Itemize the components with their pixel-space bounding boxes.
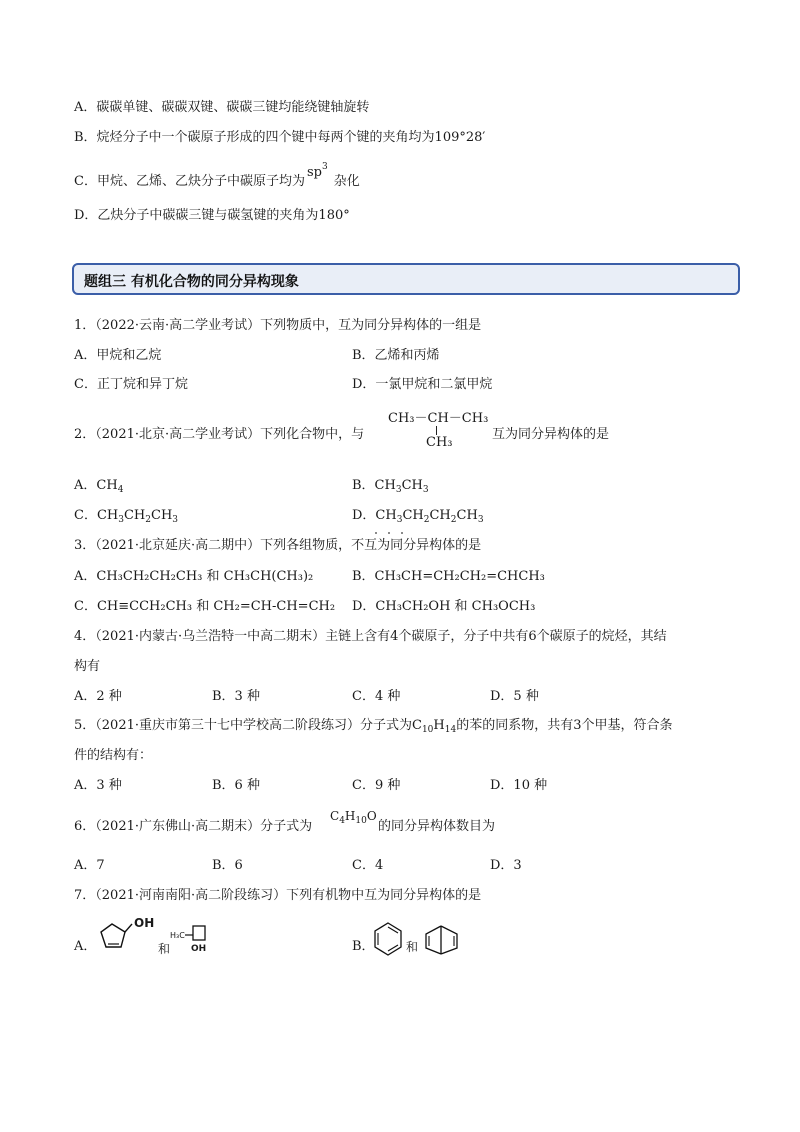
q7-a-oh2-label: OH xyxy=(191,944,207,954)
q7-a-methyl-label: H₃C xyxy=(170,931,185,940)
prev-option-d: D．乙炔分子中碳碳三键与碳氢键的夹角为180° xyxy=(74,208,350,223)
q1-stem: 1．（2022·云南·高二学业考试）下列物质中，互为同分异构体的一组是 xyxy=(74,318,482,333)
q6-stem-post: 的同分异构体数目为 xyxy=(378,819,496,834)
emphasis-dot xyxy=(375,532,377,534)
prev-option-a: A．碳碳单键、碳碳双键、碳碳三键均能绕键轴旋转 xyxy=(74,100,370,115)
q3-option-c: C．CH≡CCH₂CH₃ 和 CH₂=CH-CH=CH₂ xyxy=(74,599,336,614)
q3-option-a: A．CH₃CH₂CH₂CH₃ 和 CH₃CH(CH₃)₂ xyxy=(74,569,314,584)
q1-option-c: C．正丁烷和异丁烷 xyxy=(74,377,188,392)
q1-option-d: D．一氯甲烷和二氯甲烷 xyxy=(352,377,493,392)
q7-stem: 7．（2021·河南南阳·高二阶段练习）下列有机物中互为同分异构体的是 xyxy=(74,888,482,903)
q4-option-b: B．3 种 xyxy=(212,689,260,704)
q7-a-oh-label: OH xyxy=(134,916,155,930)
cyclopentenol-structure xyxy=(98,918,138,952)
q2-option-b: B．$CH_3CH_3$ xyxy=(352,478,429,495)
q6-option-a: A．7 xyxy=(74,858,105,873)
q2-option-c: C．$CH_3CH_2CH_3$ xyxy=(74,508,179,525)
q7-option-a-label: A． xyxy=(74,939,97,954)
q2-option-a: A．$CH_4$ xyxy=(74,478,124,495)
q3-option-d: D．CH₃CH₂OH 和 CH₃OCH₃ xyxy=(352,599,536,614)
q2-structure-bottom: CH₃ xyxy=(426,435,453,450)
q1-option-b: B．乙烯和丙烯 xyxy=(352,348,440,363)
q5-option-c: C．9 种 xyxy=(352,778,401,793)
q5-stem-line1: 5．（2021·重庆市第三十七中学校高二阶段练习）分子式为$C_{10}H_{14}$的苯的同系物，共有3个甲基，符合条 xyxy=(74,718,673,735)
q2-option-d: D．$CH_3CH_2CH_2CH_3$ xyxy=(352,508,484,525)
q3-stem: 3．（2021·北京延庆·高二期中）下列各组物质，不互为同分异构体的是 xyxy=(74,538,482,553)
q2-structure-top: CH₃－CH－CH₃ xyxy=(388,411,489,426)
emphasis-dot xyxy=(401,532,403,534)
q5-option-b: B．6 种 xyxy=(212,778,260,793)
q2-stem-pre: 2．（2021·北京·高二学业考试）下列化合物中，与 xyxy=(74,427,365,442)
q6-option-d: D．3 xyxy=(490,858,522,873)
q5-option-d: D．10 种 xyxy=(490,778,548,793)
section-title: 题组三 有机化合物的同分异构现象 xyxy=(84,274,299,290)
benzene-structure xyxy=(372,921,404,957)
dewar-benzene-structure xyxy=(420,922,462,958)
q4-option-d: D．5 种 xyxy=(490,689,539,704)
q3-option-b: B．CH₃CH=CH₂CH₂=CHCH₃ xyxy=(352,569,545,584)
q7-b-and: 和 xyxy=(406,940,419,954)
q6-stem-pre: 6．（2021·广东佛山·高二期末）分子式为 xyxy=(74,819,313,834)
q4-option-c: C．4 种 xyxy=(352,689,401,704)
q6-option-b: B．6 xyxy=(212,858,243,873)
q1-option-a: A．甲烷和乙烷 xyxy=(74,348,162,363)
section-banner xyxy=(72,263,740,295)
q5-stem-line2: 件的结构有： xyxy=(74,748,153,763)
q7-a-and: 和 xyxy=(158,942,171,956)
q6-option-c: C．4 xyxy=(352,858,384,873)
emphasis-dot xyxy=(388,532,390,534)
prev-option-c: C．甲烷、乙烯、乙炔分子中碳原子均为$sp^3$杂化 xyxy=(74,162,360,189)
q4-stem-line2: 构有 xyxy=(74,659,101,674)
q4-stem-line1: 4．（2021·内蒙古·乌兰浩特一中高二期末）主链上含有4个碳原子，分子中共有6个碳原子的烷烃，其结 xyxy=(74,629,667,644)
prev-option-b: B．烷烃分子中一个碳原子形成的四个键中每两个键的夹角均为109°28′ xyxy=(74,130,486,145)
q2-stem-post: 互为同分异构体的是 xyxy=(492,427,610,442)
q6-formula: $C_4H_{10}O$ xyxy=(330,809,377,826)
q5-option-a: A．3 种 xyxy=(74,778,122,793)
q4-option-a: A．2 种 xyxy=(74,689,122,704)
q7-option-b-label: B． xyxy=(352,939,375,954)
